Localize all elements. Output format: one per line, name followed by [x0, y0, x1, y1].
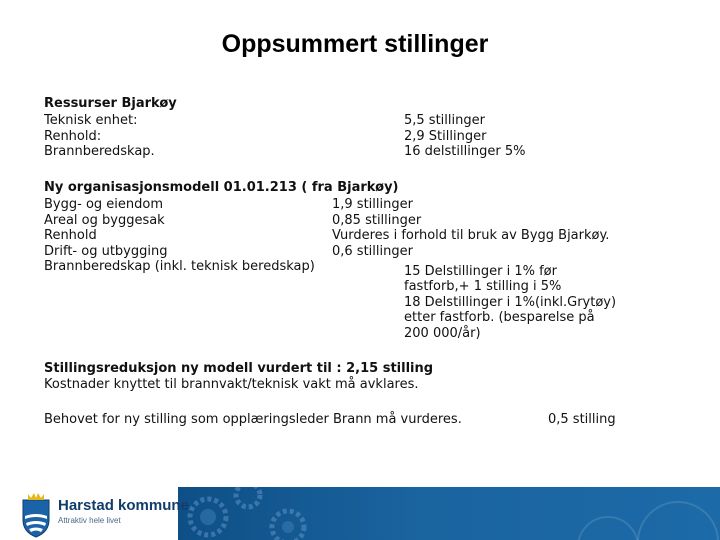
footer-band [178, 487, 720, 540]
logo-tagline: Attraktiv hele livet [58, 516, 121, 525]
brann-cont-line-1: fastforb,+ 1 stilling i 5% [404, 279, 562, 294]
logo-name: Harstad kommune [58, 497, 189, 514]
modell-label-brann: Brannberedskap (inkl. teknisk beredskap) [44, 259, 315, 274]
modell-label-bygg: Bygg- og eiendom [44, 197, 163, 212]
brann-cont-line-3: etter fastforb. (besparelse på [404, 310, 595, 325]
modell-heading: Ny organisasjonsmodell 01.01.213 ( fra Bjarkøy) [44, 180, 399, 195]
gears-decoration-icon [178, 487, 720, 540]
modell-value-drift: 0,6 stillinger [332, 243, 413, 259]
modell-values [332, 197, 609, 259]
ressurser-value-renhold: 2,9 Stillinger [404, 128, 487, 144]
ressurser-label-renhold: Renhold: [44, 128, 102, 144]
behov-value: 0,5 stilling [548, 412, 616, 427]
ressurser-labels [44, 113, 155, 160]
modell-brann-continuation [404, 279, 616, 341]
behov-text: Behovet for ny stilling som opplæringsleder Brann må vurderes. [44, 412, 462, 427]
modell-label-drift: Drift- og utbygging [44, 243, 168, 259]
ressurser-value-teknisk: 5,5 stillinger [404, 113, 485, 128]
ressurser-heading: Ressurser Bjarkøy [44, 96, 177, 111]
modell-value-bygg: 1,9 stillinger [332, 197, 413, 212]
ressurser-label-teknisk: Teknisk enhet: [44, 113, 138, 128]
ressurser-label-brann: Brannberedskap. [44, 144, 155, 159]
harstad-crest-icon [20, 492, 52, 538]
reduksjon-note: Kostnader knyttet til brannvakt/teknisk vakt må avklares. [44, 377, 419, 392]
modell-value-renhold: Vurderes i forhold til bruk av Bygg Bjarkøy. [332, 228, 610, 243]
modell-labels [44, 197, 315, 275]
page-title: Oppsummert stillinger [221, 30, 489, 58]
ressurser-values [404, 113, 525, 160]
modell-value-brann: 15 Delstillinger i 1% før [404, 264, 557, 279]
modell-label-renhold: Renhold [44, 228, 97, 243]
modell-label-areal: Areal og byggesak [44, 212, 165, 228]
ressurser-value-brann: 16 delstillinger 5% [404, 144, 526, 159]
brann-cont-line-2: 18 Delstillinger i 1%(inkl.Grytøy) [404, 294, 617, 310]
modell-value-areal: 0,85 stillinger [332, 212, 422, 228]
brann-cont-line-4: 200 000/år) [404, 325, 481, 341]
reduksjon-heading: Stillingsreduksjon ny modell vurdert til : 2,15 stilling [44, 361, 434, 376]
